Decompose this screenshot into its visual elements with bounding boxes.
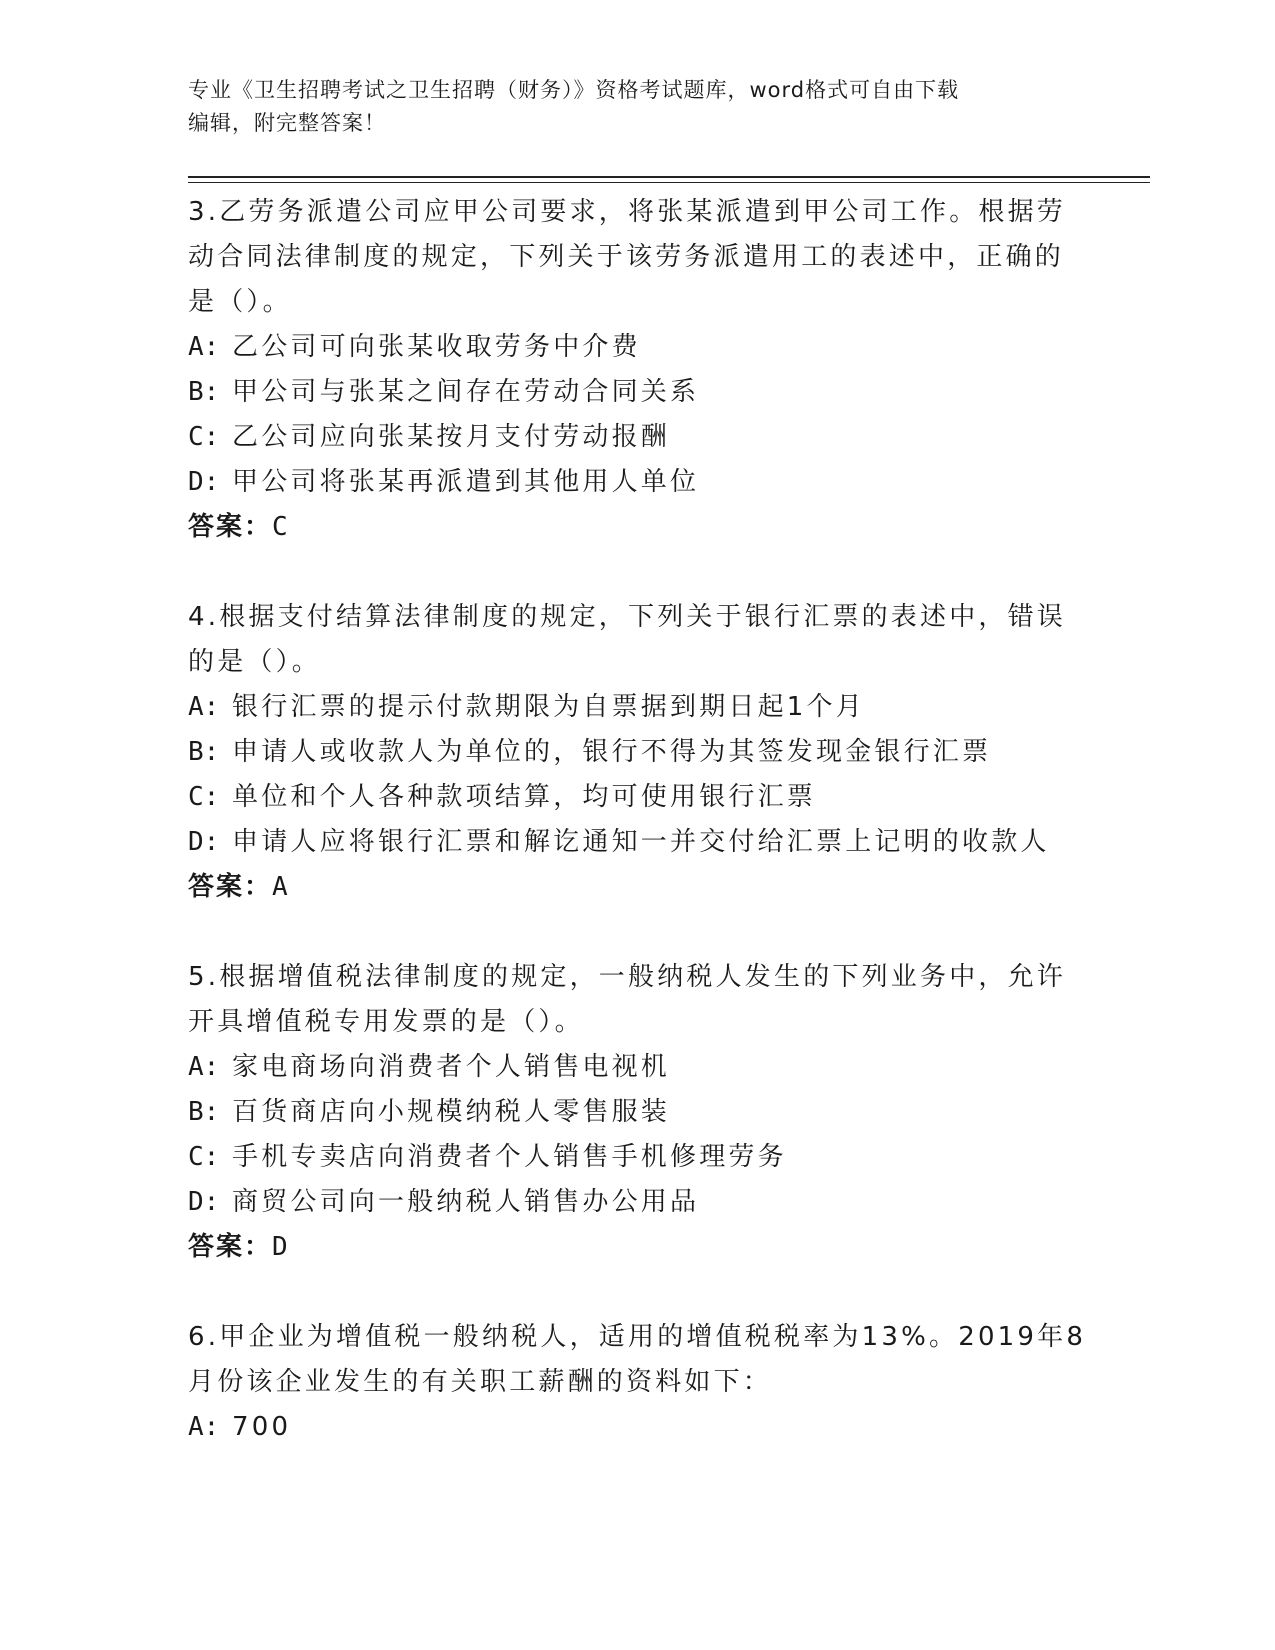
- question-text-line: 的是（）。: [188, 647, 322, 677]
- question-text-line: 6.甲企业为增值税一般纳税人，适用的增值税税率为13%。2019年8: [188, 1322, 1087, 1352]
- option-b: [188, 730, 1088, 775]
- header-line-1: 专业《卫生招聘考试之卫生招聘（财务）》资格考试题库，word格式可自由下载: [188, 78, 960, 102]
- option-label: A:: [188, 692, 220, 722]
- option-a: [188, 1045, 1088, 1090]
- option-label: A:: [188, 1052, 220, 1082]
- option-text: 银行汇票的提示付款期限为自票据到期日起1个月: [232, 692, 865, 722]
- option-text: 700: [232, 1412, 292, 1442]
- question-5: [188, 955, 1088, 1270]
- option-c: [188, 1135, 1088, 1180]
- answer-label: 答案：: [188, 1232, 273, 1262]
- answer-line: [188, 1225, 1088, 1270]
- option-text: 甲公司与张某之间存在劳动合同关系: [232, 377, 700, 407]
- answer-value: A: [272, 872, 288, 902]
- option-text: 商贸公司向一般纳税人销售办公用品: [232, 1187, 700, 1217]
- header-divider-thick: [188, 176, 1150, 178]
- option-label: C:: [188, 1142, 220, 1172]
- option-label: B:: [188, 737, 220, 767]
- option-b: [188, 1090, 1088, 1135]
- option-c: [188, 775, 1088, 820]
- question-list: [188, 190, 1088, 1495]
- option-label: D:: [188, 467, 220, 497]
- answer-line: [188, 505, 1088, 550]
- question-6: [188, 1315, 1088, 1450]
- question-text-line: 动合同法律制度的规定，下列关于该劳务派遣用工的表述中，正确的: [188, 242, 1065, 272]
- answer-label: 答案：: [188, 872, 273, 902]
- option-a: [188, 1405, 1088, 1450]
- question-text-line: 月份该企业发生的有关职工薪酬的资料如下：: [188, 1367, 773, 1397]
- option-label: D:: [188, 827, 220, 857]
- option-text: 乙公司应向张某按月支付劳动报酬: [232, 422, 671, 452]
- answer-line: [188, 865, 1088, 910]
- question-4: [188, 595, 1088, 910]
- option-d: [188, 1180, 1088, 1225]
- option-text: 乙公司可向张某收取劳务中介费: [232, 332, 641, 362]
- question-text-line: 4.根据支付结算法律制度的规定，下列关于银行汇票的表述中，错误: [188, 602, 1067, 632]
- header-line-2: 编辑，附完整答案！: [188, 111, 386, 135]
- question-3: [188, 190, 1088, 550]
- option-b: [188, 370, 1088, 415]
- answer-label: 答案：: [188, 512, 273, 542]
- question-text-line: 是（）。: [188, 287, 292, 317]
- option-text: 手机专卖店向消费者个人销售手机修理劳务: [232, 1142, 787, 1172]
- option-text: 百货商店向小规模纳税人零售服装: [232, 1097, 671, 1127]
- header-divider-thin: [188, 182, 1150, 183]
- option-text: 单位和个人各种款项结算，均可使用银行汇票: [232, 782, 817, 812]
- option-label: A:: [188, 332, 220, 362]
- option-d: [188, 820, 1088, 865]
- answer-value: D: [272, 1232, 288, 1262]
- question-text-line: 开具增值税专用发票的是（）。: [188, 1007, 584, 1037]
- question-text-line: 3.乙劳务派遣公司应甲公司要求，将张某派遣到甲公司工作。根据劳: [188, 197, 1067, 227]
- answer-value: C: [272, 512, 288, 542]
- option-label: A:: [188, 1412, 220, 1442]
- option-text: 甲公司将张某再派遣到其他用人单位: [232, 467, 700, 497]
- option-label: D:: [188, 1187, 220, 1217]
- option-a: [188, 325, 1088, 370]
- document-header: [188, 74, 1068, 140]
- option-a: [188, 685, 1088, 730]
- option-label: B:: [188, 377, 220, 407]
- option-label: C:: [188, 782, 220, 812]
- option-text: 申请人或收款人为单位的，银行不得为其签发现金银行汇票: [232, 737, 992, 767]
- option-label: B:: [188, 1097, 220, 1127]
- option-d: [188, 460, 1088, 505]
- option-c: [188, 415, 1088, 460]
- option-label: C:: [188, 422, 220, 452]
- question-text-line: 5.根据增值税法律制度的规定，一般纳税人发生的下列业务中，允许: [188, 962, 1067, 992]
- option-text: 家电商场向消费者个人销售电视机: [232, 1052, 671, 1082]
- option-text: 申请人应将银行汇票和解讫通知一并交付给汇票上记明的收款人: [232, 827, 1050, 857]
